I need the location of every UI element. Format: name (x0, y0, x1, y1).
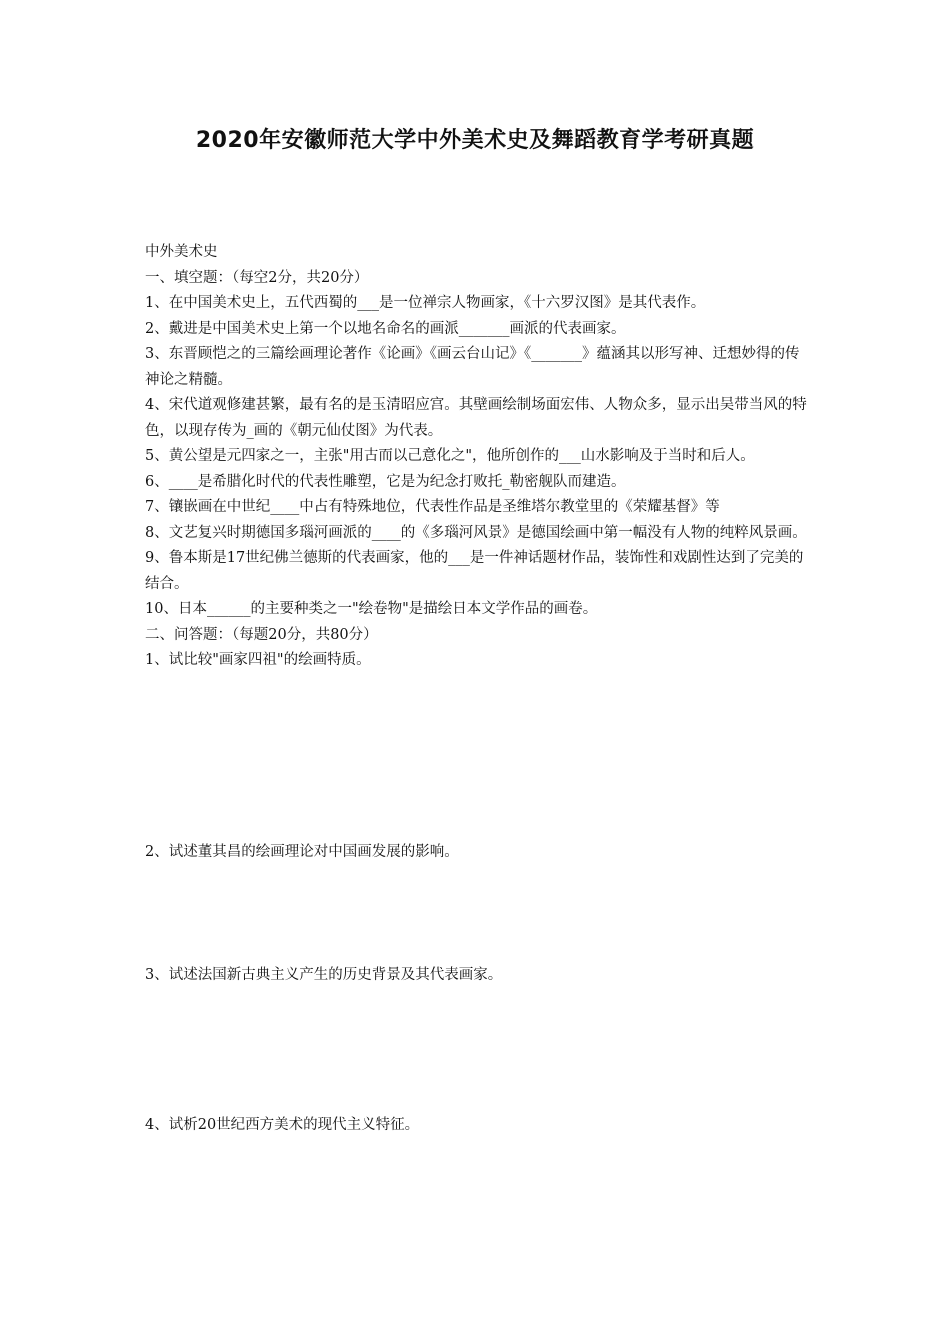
essay-question-2: 2、试述董其昌的绘画理论对中国画发展的影响。 (145, 844, 459, 860)
exam-body (145, 240, 810, 674)
fill-in-item-8: 8、文艺复兴时期德国多瑙河画派的____的《多瑙河风景》是德国绘画中第一幅没有人物的纯粹风景画。 (145, 524, 807, 541)
section-name: 中外美术史 (145, 244, 218, 260)
document-title: 2020年安徽师范大学中外美术史及舞蹈教育学考研真题 (195, 128, 755, 153)
fill-in-heading: 一、填空题：（每空2分，共20分） (145, 269, 369, 286)
essay-question-1: 1、试比较"画家四祖"的绘画特质。 (145, 652, 371, 668)
fill-in-item-1: 1、在中国美术史上，五代西蜀的___是一位禅宗人物画家，《十六罗汉图》是其代表作。 (145, 295, 706, 311)
essay-heading: 二、问答题：（每题20分，共80分） (145, 626, 378, 643)
fill-in-item-9: 9、鲁本斯是17世纪佛兰德斯的代表画家，他的___是一件神话题材作品，装饰性和戏剧性达到了完美的结合。 (145, 550, 804, 592)
essay-question-4: 4、试析20世纪西方美术的现代主义特征。 (145, 1117, 420, 1133)
fill-in-item-7: 7、镶嵌画在中世纪____中占有特殊地位，代表性作品是圣维塔尔教堂里的《荣耀基督》等 (145, 499, 720, 515)
fill-in-item-5: 5、黄公望是元四家之一，主张"用古而以己意化之"，他所创作的___山水影响及于当时和后人。 (145, 448, 755, 464)
fill-in-item-6: 6、____是希腊化时代的代表性雕塑，它是为纪念打败托_勒密舰队而建造。 (145, 473, 626, 490)
fill-in-item-3: 3、东晋顾恺之的三篇绘画理论著作《论画》《画云台山记》《_______》蕴涵其以形写神、迁想妙得的传神论之精髓。 (145, 346, 800, 388)
fill-in-item-4: 4、宋代道观修建甚繁，最有名的是玉清昭应宫。其壁画绘制场面宏伟、人物众多，显示出吴带当风的特色，以现存传为_画的《朝元仙仗图》为代表。 (145, 397, 807, 439)
fill-in-item-10: 10、日本______的主要种类之一"绘卷物"是描绘日本文学作品的画卷。 (145, 601, 598, 617)
fill-in-item-2: 2、戴进是中国美术史上第一个以地名命名的画派_______画派的代表画家。 (145, 320, 626, 337)
essay-question-3: 3、试述法国新古典主义产生的历史背景及其代表画家。 (145, 967, 503, 983)
